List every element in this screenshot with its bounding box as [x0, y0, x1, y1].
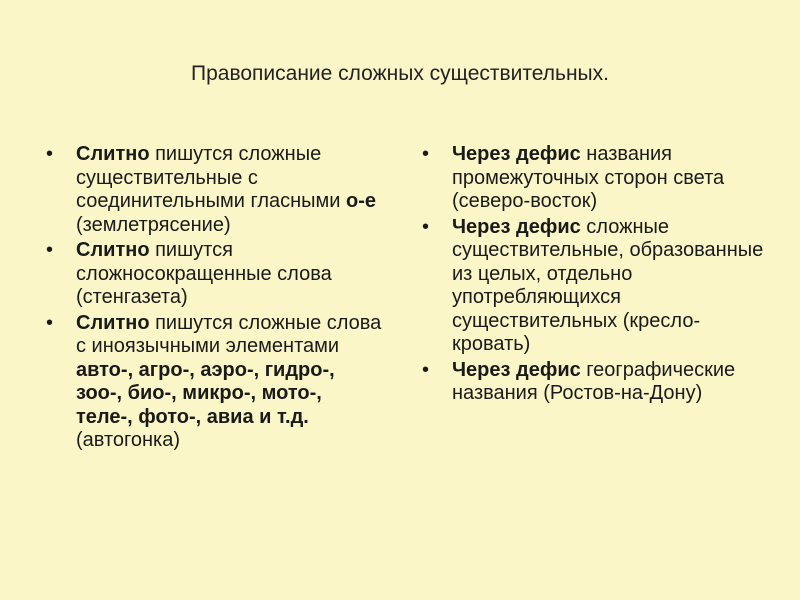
rule-keyword: о-е — [346, 190, 377, 212]
bullet-icon: • — [46, 311, 54, 334]
rule-keyword: Слитно — [76, 239, 150, 261]
slide-title: Правописание сложных существительных. — [191, 62, 609, 85]
list-item — [42, 143, 382, 237]
rule-text: пишутся сложносокращенные слова (стенгазета) — [76, 239, 332, 308]
rule-keyword: Через дефис — [452, 143, 581, 165]
left-column — [42, 143, 382, 455]
rule-text: названия промежуточных сторон света (северо-восток) — [452, 143, 725, 212]
rule-keyword: Через дефис — [452, 358, 581, 381]
rule-keyword: Слитно — [76, 143, 150, 165]
right-column — [418, 143, 768, 408]
bullet-icon: • — [46, 239, 54, 261]
rule-text: сложные существительные, образованные из целых, отдельно употребляющихся существительных (кресло-кровать) — [452, 215, 764, 355]
bullet-icon: • — [46, 143, 54, 165]
rule-keyword: авто-, агро-, аэро-, гидро-, зоо-, био-, микро-, мото-, теле-, фото-, авиа и т.д. — [76, 358, 335, 428]
bullet-icon: • — [422, 143, 430, 165]
list-item — [418, 216, 768, 357]
list-item — [42, 312, 382, 453]
bullet-icon: • — [422, 358, 430, 381]
rule-text: пишутся сложные существительные с соединительными гласными — [76, 143, 347, 212]
rule-example: (автогонка) — [76, 429, 181, 451]
left-bullet-list — [42, 143, 382, 453]
rule-text: географические названия (Ростов-на-Дону) — [452, 358, 736, 404]
bullet-icon: • — [422, 215, 430, 238]
right-bullet-list — [418, 143, 768, 406]
list-item — [42, 239, 382, 310]
rule-example: (землетрясение) — [76, 213, 231, 236]
list-item — [418, 359, 768, 406]
list-item — [418, 143, 768, 214]
rule-keyword: Слитно — [76, 311, 150, 334]
rule-text: пишутся сложные слова с иноязычными элементами — [76, 311, 382, 357]
rule-keyword: Через дефис — [452, 215, 581, 238]
